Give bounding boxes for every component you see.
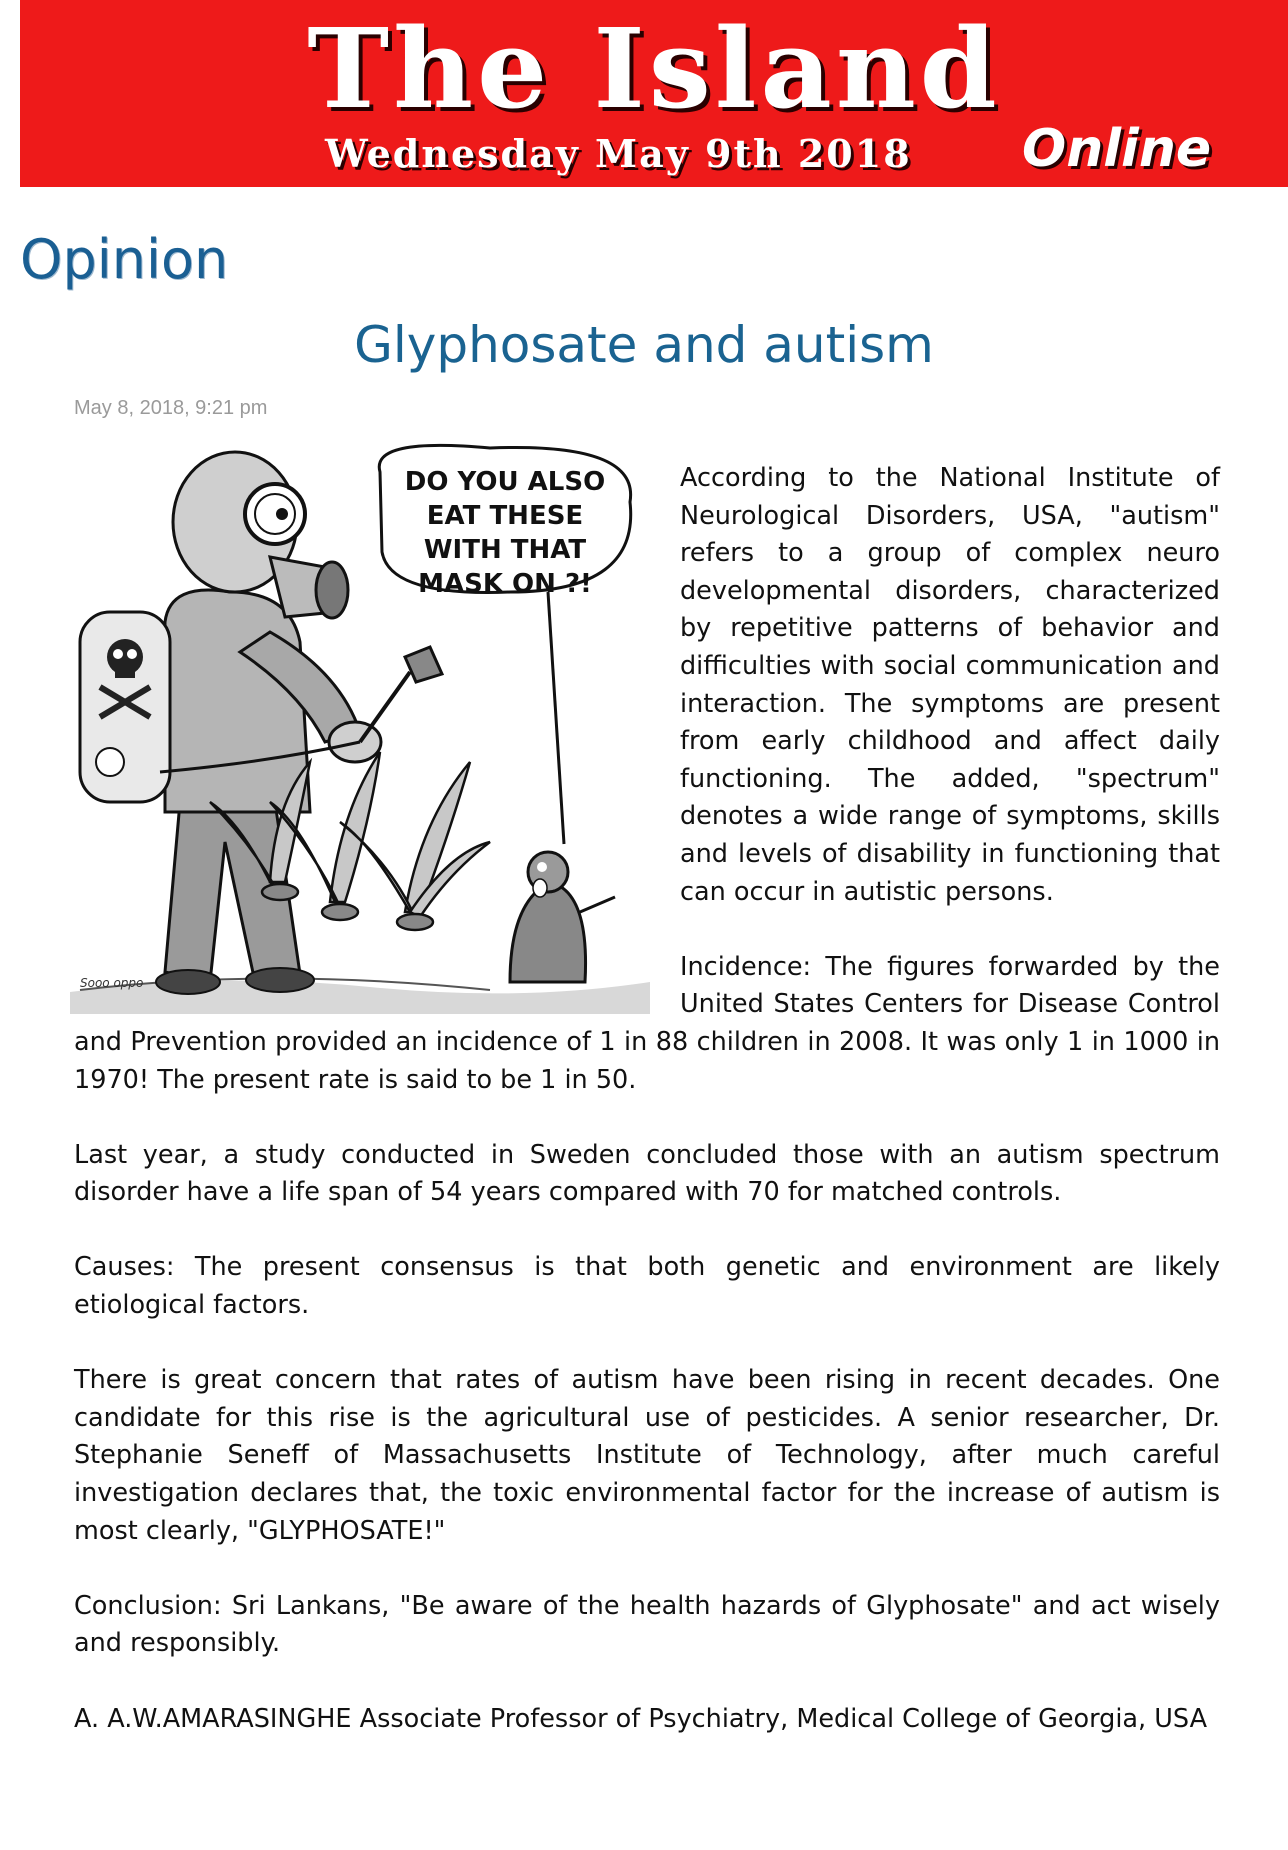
- speech-line-4: MASK ON ?!: [418, 569, 592, 599]
- article-paragraph: Causes: The present consensus is that both genetic and environment are likely etiological factors.: [74, 1252, 1220, 1321]
- article-paragraph: According to the National Institute of Neurological Disorders, USA, "autism" refers to a group of complex neuro developmental disorders, characterized by repetitive patterns of behavior and difficulties with social communication and interaction. The symptoms are present from early childhood and affect daily functioning. The added, "spectrum" denotes a wide range of symptoms, skills and levels of disability in functioning that can occur in autistic persons.: [680, 463, 1220, 907]
- speech-line-2: EAT THESE: [426, 501, 584, 531]
- speech-line-3: WITH THAT: [423, 535, 587, 565]
- section-label: Opinion: [20, 228, 229, 291]
- cartoon-signature: Sooo oppo: [80, 976, 144, 990]
- masthead-banner: [20, 0, 1288, 187]
- masthead-date: Wednesday May 9th 2018: [325, 131, 912, 176]
- article-paragraph: Last year, a study conducted in Sweden concluded those with an autism spectrum disorder have a life span of 54 years compared with 70 for matched controls.: [74, 1139, 1220, 1208]
- masthead-title: The Island: [307, 4, 1001, 133]
- cartoon-float-space: [74, 442, 680, 990]
- masthead-online: Online: [1022, 119, 1212, 179]
- article-dateline: May 8, 2018, 9:21 pm: [74, 397, 268, 419]
- article-paragraph: There is great concern that rates of autism have been rising in recent decades. One candidate for this rise is the agricultural use of pesticides. A senior researcher, Dr. Stephanie Seneff of Massachusetts Institute of Technology, after much careful investigation declares that, the toxic environmental factor for the increase of autism is most clearly, "GLYPHOSATE!": [74, 1365, 1220, 1546]
- speech-line-1: DO YOU ALSO: [404, 467, 606, 497]
- article-paragraph: Incidence: The figures forwarded by the United States Centers for Disease Control and Prevention provided an incidence of 1 in 88 children in 2008. It was only 1 in 1000 in 1970! The present rate is said to be 1 in 50.: [74, 951, 1220, 1095]
- article-headline: Glyphosate and autism: [354, 316, 934, 374]
- article-paragraph: Conclusion: Sri Lankans, "Be aware of the health hazards of Glyphosate" and act wisely and responsibly.: [74, 1590, 1220, 1659]
- article-body: [74, 460, 1220, 1776]
- article-byline: A. A.W.AMARASINGHE Associate Professor of Psychiatry, Medical College of Georgia, USA: [74, 1703, 1208, 1734]
